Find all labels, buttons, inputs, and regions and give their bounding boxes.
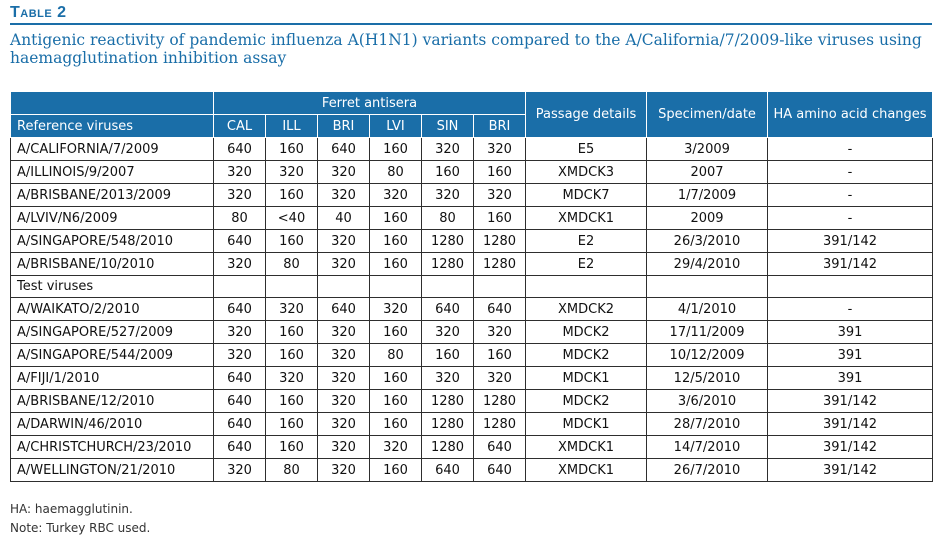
- titre-cell: 640: [214, 138, 266, 161]
- table-row: [11, 161, 933, 184]
- header-ha-changes: HA amino acid changes: [768, 92, 933, 138]
- ha-changes-cell: 391/142: [768, 253, 933, 276]
- ha-changes-cell: 391/142: [768, 459, 933, 482]
- titre-cell: 320: [214, 184, 266, 207]
- titre-cell: 160: [266, 413, 318, 436]
- passage-cell: E2: [526, 253, 647, 276]
- specimen-date-cell: 1/7/2009: [647, 184, 768, 207]
- virus-name-cell: A/CHRISTCHURCH/23/2010: [11, 436, 214, 459]
- passage-cell: XMDCK1: [526, 436, 647, 459]
- titre-cell: 320: [266, 298, 318, 321]
- titre-cell: 320: [266, 161, 318, 184]
- specimen-date-cell: 29/4/2010: [647, 253, 768, 276]
- passage-cell: XMDCK1: [526, 207, 647, 230]
- titre-cell: 640: [474, 298, 526, 321]
- titre-cell: 1280: [422, 230, 474, 253]
- hi-assay-table: [10, 91, 933, 482]
- titre-cell: 640: [214, 390, 266, 413]
- specimen-date-cell: 28/7/2010: [647, 413, 768, 436]
- titre-cell: 40: [318, 207, 370, 230]
- titre-cell: 320: [318, 390, 370, 413]
- titre-cell: 640: [474, 459, 526, 482]
- titre-cell: 80: [370, 161, 422, 184]
- titre-cell: 160: [266, 436, 318, 459]
- titre-cell: 320: [370, 184, 422, 207]
- virus-name-cell: A/BRISBANE/10/2010: [11, 253, 214, 276]
- ha-changes-cell: -: [768, 184, 933, 207]
- virus-name-cell: A/FIJI/1/2010: [11, 367, 214, 390]
- titre-cell: 160: [370, 138, 422, 161]
- passage-cell: MDCK2: [526, 390, 647, 413]
- empty-cell: [214, 276, 266, 298]
- table-row: [11, 253, 933, 276]
- titre-cell: 320: [474, 184, 526, 207]
- specimen-date-cell: 4/1/2010: [647, 298, 768, 321]
- table-notes: [10, 500, 150, 538]
- titre-cell: 160: [266, 184, 318, 207]
- titre-cell: 640: [422, 298, 474, 321]
- virus-name-cell: A/SINGAPORE/548/2010: [11, 230, 214, 253]
- empty-cell: [266, 276, 318, 298]
- titre-cell: 160: [370, 413, 422, 436]
- table-row: [11, 344, 933, 367]
- header-antiserum-bri: BRI: [318, 115, 370, 138]
- passage-cell: XMDCK1: [526, 459, 647, 482]
- ha-changes-cell: 391/142: [768, 230, 933, 253]
- titre-cell: 320: [318, 459, 370, 482]
- section-label: Test viruses: [11, 276, 214, 298]
- header-reference-viruses: Reference viruses: [11, 115, 214, 138]
- titre-cell: 160: [474, 207, 526, 230]
- titre-cell: 320: [318, 230, 370, 253]
- note-line: Note: Turkey RBC used.: [10, 521, 151, 535]
- header-specimen-date: Specimen/date: [647, 92, 768, 138]
- virus-name-cell: A/SINGAPORE/544/2009: [11, 344, 214, 367]
- empty-cell: [422, 276, 474, 298]
- ha-changes-cell: -: [768, 207, 933, 230]
- titre-cell: 320: [422, 321, 474, 344]
- table-row: [11, 184, 933, 207]
- titre-cell: 320: [318, 253, 370, 276]
- passage-cell: E2: [526, 230, 647, 253]
- specimen-date-cell: 26/7/2010: [647, 459, 768, 482]
- titre-cell: 640: [318, 138, 370, 161]
- titre-cell: 640: [214, 367, 266, 390]
- titre-cell: 640: [422, 459, 474, 482]
- titre-cell: 160: [422, 161, 474, 184]
- titre-cell: 320: [422, 184, 474, 207]
- passage-cell: MDCK1: [526, 367, 647, 390]
- titre-cell: 80: [266, 459, 318, 482]
- titre-cell: 320: [474, 367, 526, 390]
- virus-name-cell: A/WELLINGTON/21/2010: [11, 459, 214, 482]
- empty-cell: [768, 276, 933, 298]
- table-row: [11, 138, 933, 161]
- passage-cell: MDCK1: [526, 413, 647, 436]
- titre-cell: 320: [318, 344, 370, 367]
- ha-changes-cell: 391: [768, 344, 933, 367]
- ha-changes-cell: 391: [768, 367, 933, 390]
- titre-cell: 640: [214, 230, 266, 253]
- table-caption: Antigenic reactivity of pandemic influenza A(H1N1) variants compared to the A/California/7/2009-like viruses using haemagglutination inhibition assay: [10, 31, 922, 67]
- empty-cell: [474, 276, 526, 298]
- table-row: [11, 321, 933, 344]
- ha-changes-cell: -: [768, 161, 933, 184]
- virus-name-cell: A/BRISBANE/2013/2009: [11, 184, 214, 207]
- titre-cell: 1280: [474, 390, 526, 413]
- header-ferret-antisera: Ferret antisera: [214, 92, 526, 115]
- virus-name-cell: A/DARWIN/46/2010: [11, 413, 214, 436]
- table-row: [11, 436, 933, 459]
- titre-cell: 160: [370, 230, 422, 253]
- titre-cell: 1280: [474, 230, 526, 253]
- titre-cell: 320: [474, 321, 526, 344]
- titre-cell: 160: [474, 344, 526, 367]
- passage-cell: E5: [526, 138, 647, 161]
- specimen-date-cell: 3/6/2010: [647, 390, 768, 413]
- header-passage-details: Passage details: [526, 92, 647, 138]
- specimen-date-cell: 2009: [647, 207, 768, 230]
- ha-changes-cell: -: [768, 298, 933, 321]
- title-rule: [10, 23, 932, 25]
- virus-name-cell: A/ILLINOIS/9/2007: [11, 161, 214, 184]
- titre-cell: 320: [370, 298, 422, 321]
- specimen-date-cell: 3/2009: [647, 138, 768, 161]
- titre-cell: 80: [266, 253, 318, 276]
- titre-cell: 80: [370, 344, 422, 367]
- titre-cell: 80: [422, 207, 474, 230]
- header-blank: [11, 92, 214, 115]
- specimen-date-cell: 14/7/2010: [647, 436, 768, 459]
- titre-cell: 640: [214, 298, 266, 321]
- virus-name-cell: A/BRISBANE/12/2010: [11, 390, 214, 413]
- titre-cell: 160: [370, 459, 422, 482]
- titre-cell: 160: [370, 367, 422, 390]
- titre-cell: 320: [266, 367, 318, 390]
- empty-cell: [318, 276, 370, 298]
- titre-cell: 640: [474, 436, 526, 459]
- titre-cell: 320: [318, 413, 370, 436]
- header-antiserum-sin: SIN: [422, 115, 474, 138]
- virus-name-cell: A/CALIFORNIA/7/2009: [11, 138, 214, 161]
- titre-cell: 160: [422, 344, 474, 367]
- passage-cell: XMDCK2: [526, 298, 647, 321]
- titre-cell: 320: [318, 161, 370, 184]
- titre-cell: 1280: [474, 253, 526, 276]
- titre-cell: 320: [214, 161, 266, 184]
- titre-cell: 1280: [422, 413, 474, 436]
- titre-cell: 320: [318, 436, 370, 459]
- empty-cell: [647, 276, 768, 298]
- titre-cell: 320: [422, 138, 474, 161]
- virus-name-cell: A/LVIV/N6/2009: [11, 207, 214, 230]
- table-row: [11, 390, 933, 413]
- ha-changes-cell: 391/142: [768, 413, 933, 436]
- specimen-date-cell: 26/3/2010: [647, 230, 768, 253]
- header-antiserum-ill: ILL: [266, 115, 318, 138]
- passage-cell: XMDCK3: [526, 161, 647, 184]
- titre-cell: 160: [266, 138, 318, 161]
- titre-cell: 320: [214, 459, 266, 482]
- titre-cell: 320: [318, 184, 370, 207]
- empty-cell: [526, 276, 647, 298]
- virus-name-cell: A/WAIKATO/2/2010: [11, 298, 214, 321]
- passage-cell: MDCK7: [526, 184, 647, 207]
- table-row: [11, 207, 933, 230]
- section-row-test-viruses: [11, 276, 933, 298]
- table-row: [11, 230, 933, 253]
- titre-cell: 320: [422, 367, 474, 390]
- table-row: [11, 459, 933, 482]
- titre-cell: 320: [474, 138, 526, 161]
- titre-cell: 320: [214, 321, 266, 344]
- titre-cell: 80: [214, 207, 266, 230]
- header-antiserum-lvi: LVI: [370, 115, 422, 138]
- titre-cell: 320: [214, 253, 266, 276]
- specimen-date-cell: 2007: [647, 161, 768, 184]
- titre-cell: 640: [214, 413, 266, 436]
- ha-changes-cell: 391/142: [768, 436, 933, 459]
- passage-cell: MDCK2: [526, 321, 647, 344]
- titre-cell: 320: [214, 344, 266, 367]
- titre-cell: 1280: [474, 413, 526, 436]
- titre-cell: 1280: [422, 253, 474, 276]
- table-row: [11, 413, 933, 436]
- titre-cell: 1280: [422, 390, 474, 413]
- titre-cell: 160: [266, 230, 318, 253]
- titre-cell: 160: [266, 344, 318, 367]
- titre-cell: 640: [318, 298, 370, 321]
- table-row: [11, 298, 933, 321]
- titre-cell: 160: [370, 253, 422, 276]
- empty-cell: [370, 276, 422, 298]
- titre-cell: 160: [266, 321, 318, 344]
- titre-cell: 320: [318, 367, 370, 390]
- titre-cell: 640: [214, 436, 266, 459]
- titre-cell: 320: [370, 436, 422, 459]
- specimen-date-cell: 10/12/2009: [647, 344, 768, 367]
- virus-name-cell: A/SINGAPORE/527/2009: [11, 321, 214, 344]
- titre-cell: 160: [370, 207, 422, 230]
- titre-cell: 160: [266, 390, 318, 413]
- ha-changes-cell: -: [768, 138, 933, 161]
- titre-cell: 160: [370, 321, 422, 344]
- passage-cell: MDCK2: [526, 344, 647, 367]
- ha-changes-cell: 391: [768, 321, 933, 344]
- note-line: HA: haemagglutinin.: [10, 502, 133, 516]
- specimen-date-cell: 17/11/2009: [647, 321, 768, 344]
- header-antiserum-bri: BRI: [474, 115, 526, 138]
- table-label: Table 2: [10, 4, 67, 21]
- header-antiserum-cal: CAL: [214, 115, 266, 138]
- ha-changes-cell: 391/142: [768, 390, 933, 413]
- table-row: [11, 367, 933, 390]
- titre-cell: 160: [474, 161, 526, 184]
- titre-cell: <40: [266, 207, 318, 230]
- specimen-date-cell: 12/5/2010: [647, 367, 768, 390]
- titre-cell: 320: [318, 321, 370, 344]
- titre-cell: 160: [370, 390, 422, 413]
- titre-cell: 1280: [422, 436, 474, 459]
